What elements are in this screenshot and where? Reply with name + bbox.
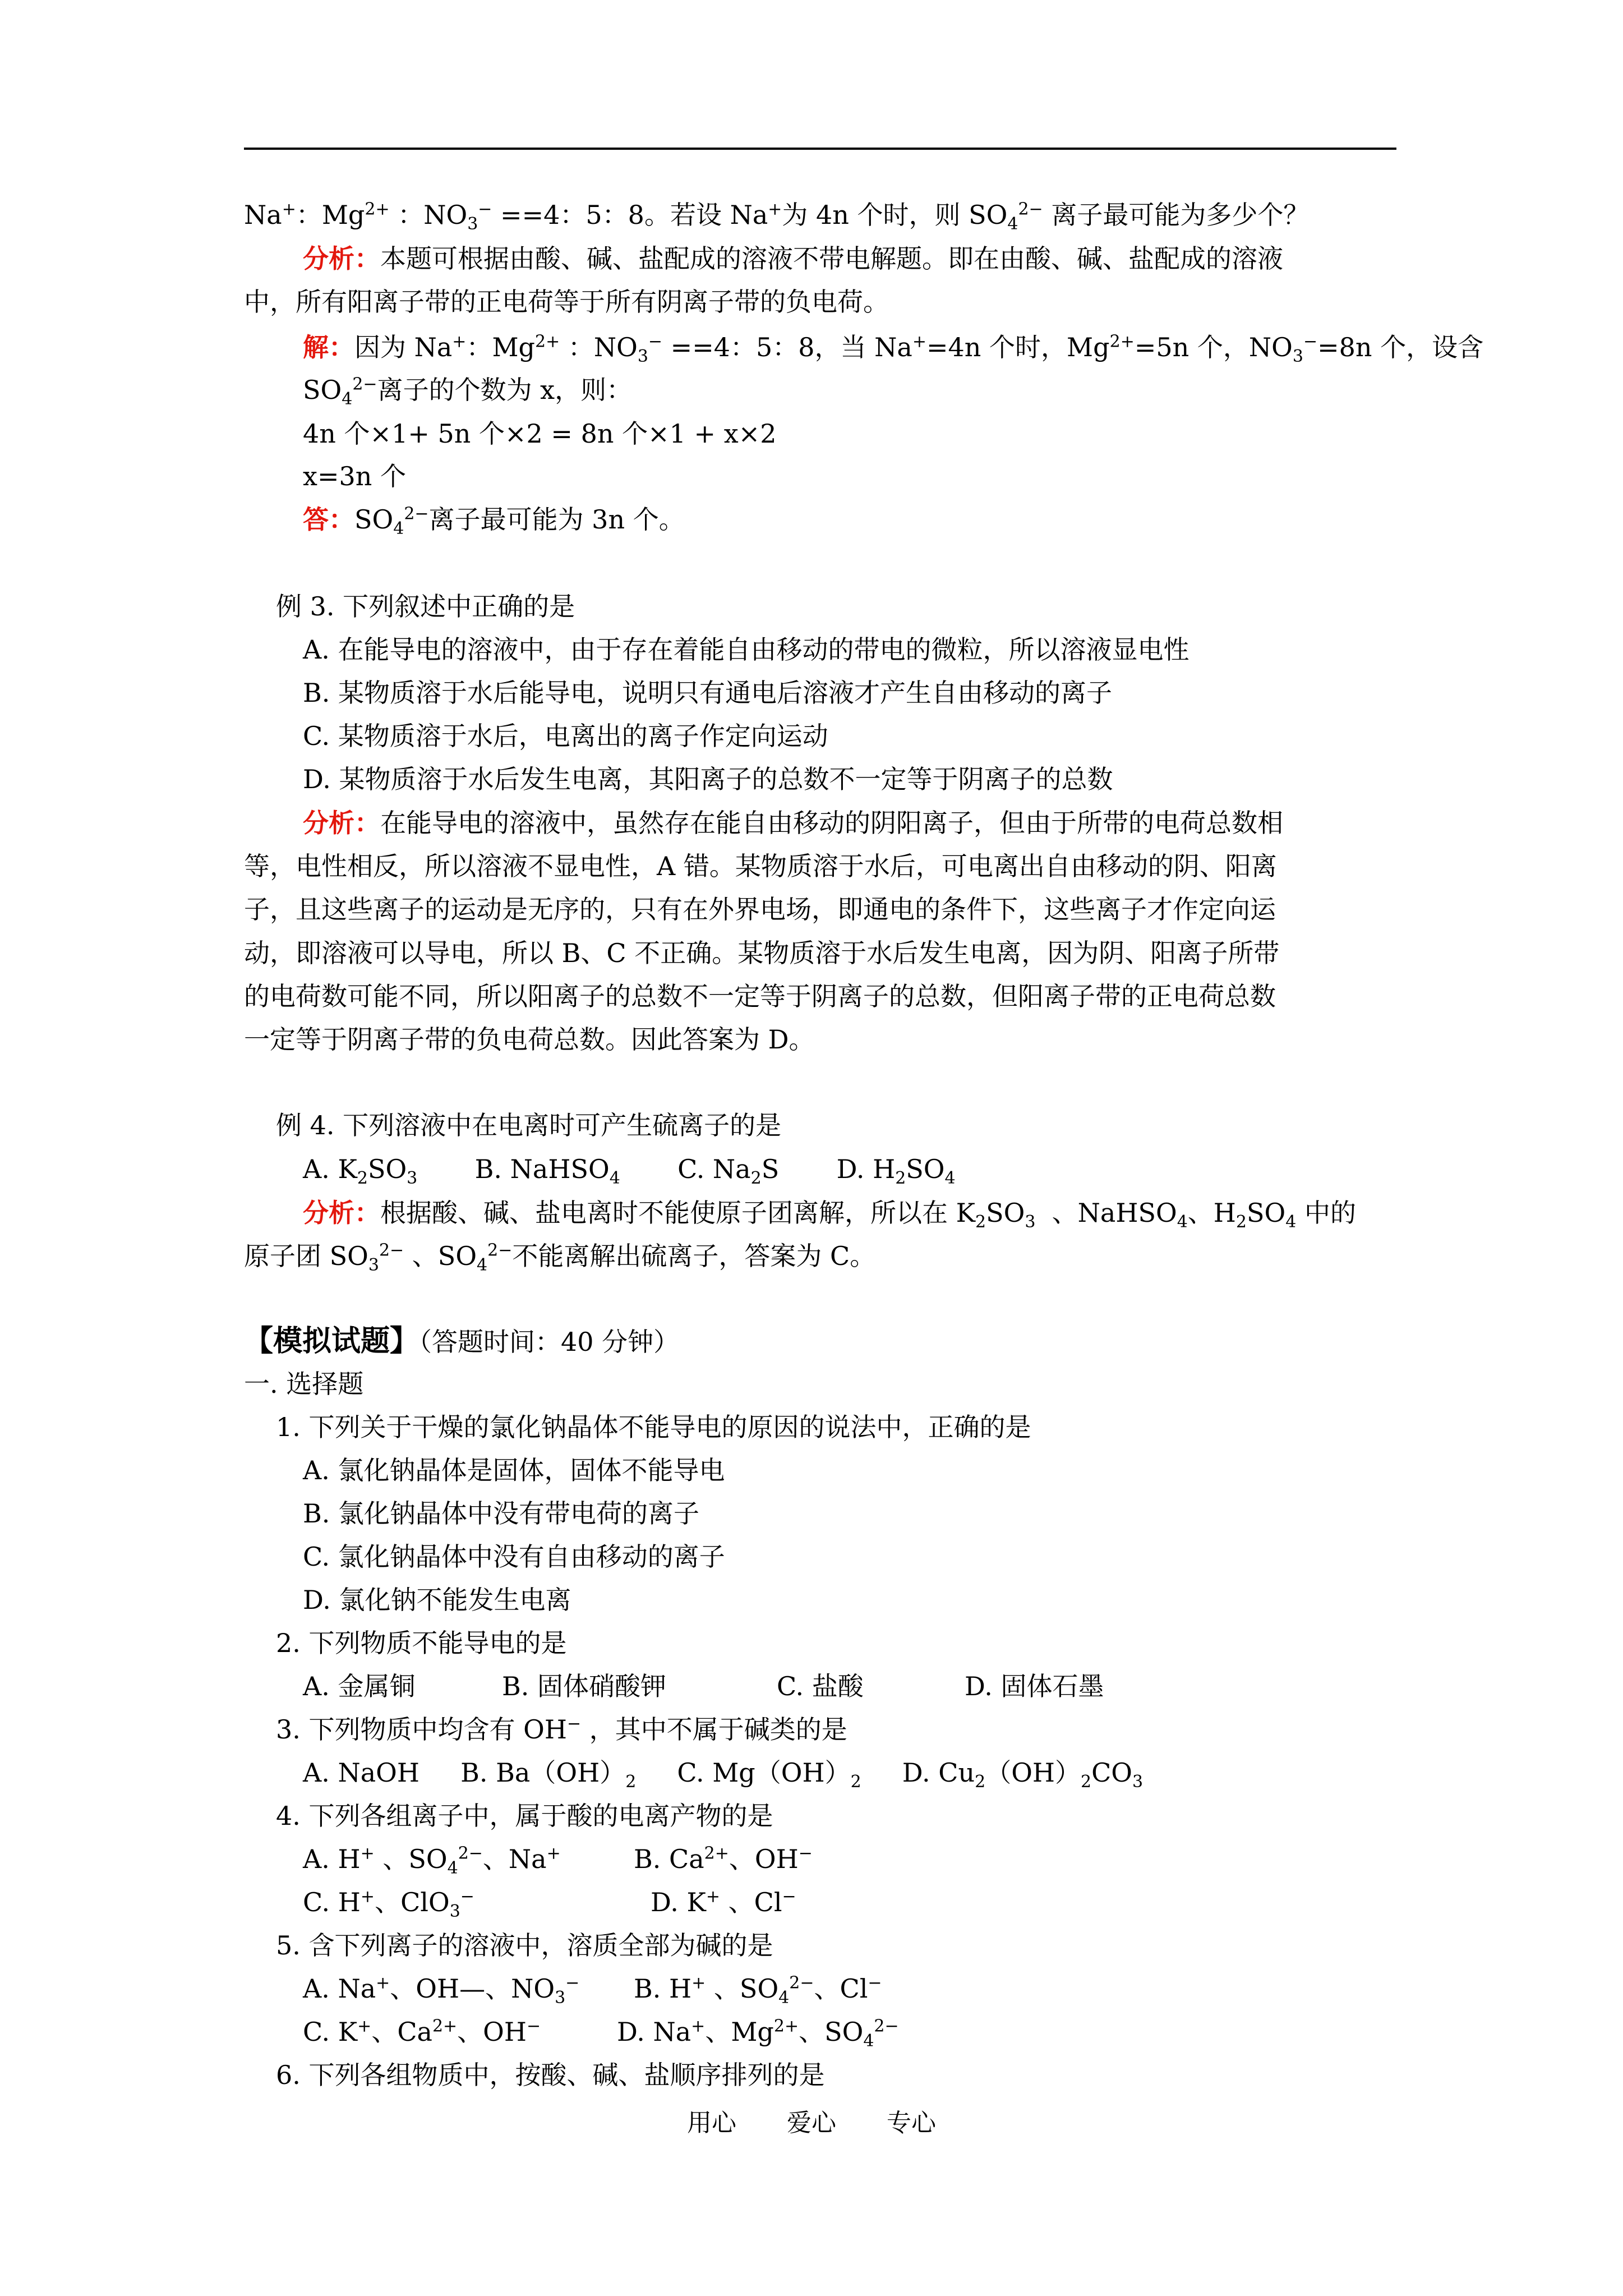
ex4-title: 例 4. 下列溶液中在电离时可产生硫离子的是 <box>276 1110 782 1140</box>
question-1-option-d: D. 氯化钠不能发生电离 <box>303 1585 571 1615</box>
page-footer <box>0 2102 1623 2138</box>
ex3-option-d: D. 某物质溶于水后发生电离，其阳离子的总数不一定等于阴离子的总数 <box>303 764 1113 794</box>
ex3-analysis-line-5: 的电荷数可能不同，所以阳离子的总数不一定等于阴离子的总数，但阳离子带的正电荷总数 <box>244 981 1276 1011</box>
question-6: 6. 下列各组物质中，按酸、碱、盐顺序排列的是 <box>276 2060 825 2090</box>
ex3-analysis-line-3: 子，且这些离子的运动是无序的，只有在外界电场，即通电的条件下，这些离子才作定向运 <box>244 894 1276 924</box>
ex2-calc-2: x=3n 个 <box>303 461 406 491</box>
question-4-option-c: C. H+、ClO$_3$− <box>303 1887 474 1922</box>
answer-label: 答： <box>303 504 354 535</box>
mock-time: （答题时间：40 分钟） <box>419 1327 680 1357</box>
ex2-calc-1: 4n 个×1+ 5n 个×2 = 8n 个×1 + x×2 <box>303 418 777 449</box>
analysis-label: 分析： <box>303 1198 380 1228</box>
ex2-answer-line: 答：$SO_4^{2-}$离子最可能为 3n 个。 <box>303 504 685 539</box>
ex2-analysis-line-2: 中，所有阳离子带的正电荷等于所有阴离子带的负电荷。 <box>244 287 889 317</box>
mock-heading: 【模拟试题】 <box>244 1324 419 1358</box>
question-2-option-a: A. 金属铜 <box>303 1671 416 1701</box>
analysis-label: 分析： <box>303 243 380 274</box>
question-5-option-a: A. Na+、OH—、$NO_3^-$ <box>303 1973 580 2008</box>
section-title: 一. 选择题 <box>244 1369 364 1399</box>
ex2-question-line: Na+：$Mg^{2+}$ ：$NO_3^- ==4$：5：8。若设 Na+为 4n 个时，则 $SO_4^{2-}$ 离子最可能为多少个？ <box>244 199 1310 234</box>
ex3-option-b: B. 某物质溶于水后能导电，说明只有通电后溶液才产生自由移动的离子 <box>303 678 1113 708</box>
question-2: 2. 下列物质不能导电的是 <box>276 1628 567 1658</box>
ex3-analysis-line-4: 动，即溶液可以导电，所以 B、C 不正确。某物质溶于水后发生电离，因为阴、阳离子所带 <box>244 938 1280 968</box>
ex4-analysis-line-2: 原子团 $SO_3^{2-}$ 、$SO_4^{2-}$不能离解出硫离子，答案为 C。 <box>244 1240 876 1276</box>
question-2-option-b: B. 固体硝酸钾 <box>502 1671 667 1701</box>
ex2-analysis-line-1 <box>303 241 1283 276</box>
question-4-option-d: D. K+ 、Cl− <box>651 1887 796 1917</box>
question-1-option-c: C. 氯化钠晶体中没有自由移动的离子 <box>303 1542 725 1572</box>
ex4-options: A. $K_2SO_3$ B. NaHSO$_4$ C. $Na_2S$ D. $H_2SO_4$ <box>303 1154 956 1189</box>
ex2-solution-line-2: $SO_4^{2-}$离子的个数为 x，则： <box>303 374 633 409</box>
ex3-analysis-line-1 <box>303 806 1283 840</box>
ex2-solution-line: 解：因为 Na+：$Mg^{2+}$ ：$NO_3^- ==4$：5：8，当 Na+=4n 个时，$Mg^{2+}=5n$ 个，$NO_3^-=8n$ 个，设含 <box>303 332 1484 367</box>
question-3: 3. 下列物质中均含有 OH− ，其中不属于碱类的是 <box>276 1714 847 1745</box>
analysis-label: 分析： <box>303 808 380 838</box>
question-4: 4. 下列各组离子中，属于酸的电离产物的是 <box>276 1801 773 1831</box>
question-1-option-a: A. 氯化钠晶体是固体，固体不能导电 <box>303 1455 725 1485</box>
footer-text-3: 专心 <box>887 2109 936 2137</box>
ex3-option-a: A. 在能导电的溶液中，由于存在着能自由移动的带电的微粒，所以溶液显电性 <box>303 634 1189 665</box>
footer-text-1: 用心 <box>687 2109 736 2137</box>
mock-heading-line <box>244 1324 679 1359</box>
question-5-option-d: D. Na+、$Mg^{2+}$、$SO_4^{2-}$ <box>617 2016 899 2051</box>
analysis-text: 本题可根据由酸、碱、盐配成的溶液不带电解题。即在由酸、碱、盐配成的溶液 <box>380 243 1283 274</box>
question-3-options: A. NaOH B. $Ba(OH)_2$ C. $Mg(OH)_2$ D. $Cu_2(OH)_2CO_3$ <box>303 1757 1144 1792</box>
ex3-title: 例 3. 下列叙述中正确的是 <box>276 591 575 622</box>
question-4-option-b: B. $Ca^{2+}$、OH− <box>634 1843 813 1874</box>
solution-label: 解： <box>303 332 354 362</box>
question-2-option-d: D. 固体石墨 <box>965 1671 1104 1701</box>
ex3-analysis-line-6: 一定等于阴离子带的负电荷总数。因此答案为 D。 <box>244 1024 815 1055</box>
footer-text-2: 爱心 <box>787 2109 836 2137</box>
analysis-text: 在能导电的溶液中，虽然存在能自由移动的阴阳离子，但由于所带的电荷总数相 <box>380 808 1283 838</box>
ex4-analysis-line-1: 分析：根据酸、碱、盐电离时不能使原子团离解，所以在 $K_2SO_3$ 、NaHSO$_4$、$H_2SO_4$ 中的 <box>303 1198 1356 1232</box>
question-2-option-c: C. 盐酸 <box>777 1671 864 1701</box>
header-rule <box>244 148 1396 150</box>
question-5-option-c: C. K+、$Ca^{2+}$、OH− <box>303 2016 541 2047</box>
question-5: 5. 含下列离子的溶液中，溶质全部为碱的是 <box>276 1930 773 1961</box>
question-4-option-a: A. H+ 、$SO_4^{2-}$、Na+ <box>303 1843 561 1879</box>
question-5-option-b: B. H+ 、$SO_4^{2-}$、Cl− <box>634 1973 882 2008</box>
ex3-analysis-line-2: 等，电性相反，所以溶液不显电性，A 错。某物质溶于水后，可电离出自由移动的阴、阳离 <box>244 851 1277 881</box>
ex3-option-c: C. 某物质溶于水后，电离出的离子作定向运动 <box>303 721 828 751</box>
ex2-question-end: 离子最可能为多少个？ <box>1051 200 1310 230</box>
question-1: 1. 下列关于干燥的氯化钠晶体不能导电的原因的说法中，正确的是 <box>276 1412 1031 1442</box>
question-1-option-b: B. 氯化钠晶体中没有带电荷的离子 <box>303 1498 700 1529</box>
